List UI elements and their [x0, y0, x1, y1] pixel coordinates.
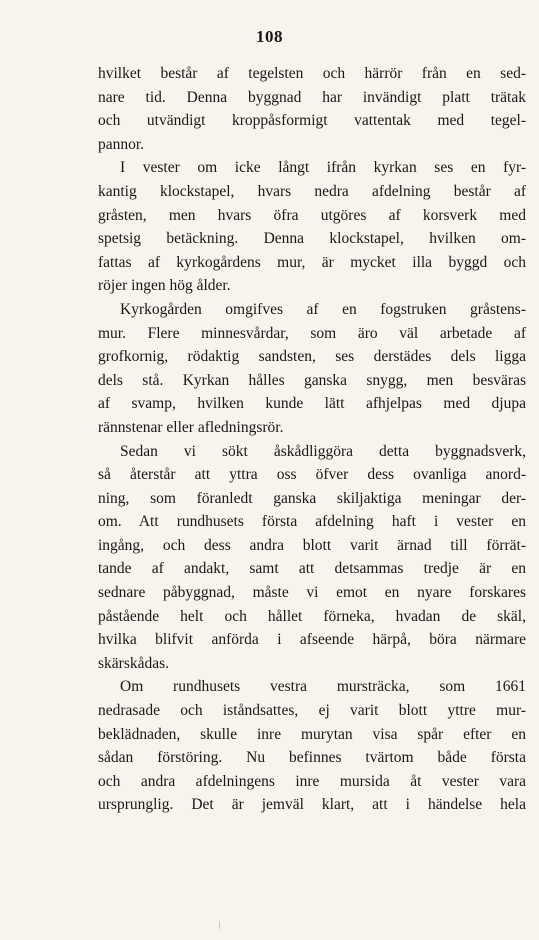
text-line: skärskådas. [98, 654, 170, 672]
text-line: I vester om icke långt ifrån kyrkan ses en fyr- [120, 159, 526, 177]
text-line: dels stå. Kyrkan hålles ganska snygg, men besväras [98, 371, 526, 389]
text-line: påstående helt och hållet förneka, hvadan de skäl, [98, 607, 526, 625]
text-line: Om rundhusets vestra mursträcka, som 1661 [120, 678, 526, 696]
body-text [98, 62, 526, 817]
text-line: så återstår att yttra oss öfver dess ovanliga anord- [98, 466, 526, 484]
text-line: ning, som föranledt ganska skiljaktiga meningar der- [98, 489, 526, 507]
text-line: ingång, och dess andra blott varit ärnad till förrät- [98, 536, 526, 554]
page-number: 108 [256, 27, 283, 46]
text-line: sednare påbyggnad, måste vi emot en nyare forskares [98, 584, 526, 602]
text-line: Sedan vi sökt åskådliggöra detta byggnadsverk, [120, 442, 526, 460]
text-line: Kyrkogården omgifves af en fogstruken gråstens- [120, 300, 526, 318]
text-line: om. Att rundhusets första afdelning haft i vester en [98, 513, 526, 531]
text-line: nedrasade och iståndsattes, ej varit blott yttre mur- [98, 702, 526, 720]
text-line: fattas af kyrkogårdens mur, är mycket illa byggd och [98, 253, 526, 271]
text-line: röjer ingen hög ålder. [98, 277, 231, 295]
text-line: hvilka blifvit anförda i afseende härpå, böra närmare [98, 631, 526, 649]
stray-mark: ⁄ [216, 920, 224, 931]
text-line: och utvändigt kroppåsformigt vattentak med tegel- [98, 112, 526, 130]
text-line: spetsig betäckning. Denna klockstapel, hvilken om- [98, 230, 526, 248]
text-line: sådan förstöring. Nu befinnes tvärtom både första [98, 749, 526, 767]
text-line: rännstenar eller afledningsrör. [98, 418, 284, 436]
text-line: gråsten, men hvars öfra utgöres af korsverk med [98, 206, 526, 224]
text-line: pannor. [98, 135, 145, 153]
text-line: mur. Flere minnesvårdar, som äro väl arbetade af [98, 324, 526, 342]
text-line: nare tid. Denna byggnad har invändigt platt trätak [98, 88, 526, 106]
text-line: af svamp, hvilken kunde lätt afhjelpas med djupa [98, 395, 526, 413]
text-line: kantig klockstapel, hvars nedra afdelning består af [98, 182, 526, 200]
text-line: tande af andakt, samt att detsammas tredje är en [98, 560, 526, 578]
text-line: beklädnaden, skulle inre murytan visa spår efter en [98, 725, 526, 743]
text-line: hvilket består af tegelsten och härrör från en sed- [98, 65, 526, 82]
text-line: och andra afdelningens inre mursida åt vester vara [98, 772, 526, 790]
text-line: ursprunglig. Det är jemväl klart, att i händelse hela [98, 796, 526, 814]
text-line: grofkornig, rödaktig sandsten, ses derstädes dels ligga [98, 348, 526, 366]
